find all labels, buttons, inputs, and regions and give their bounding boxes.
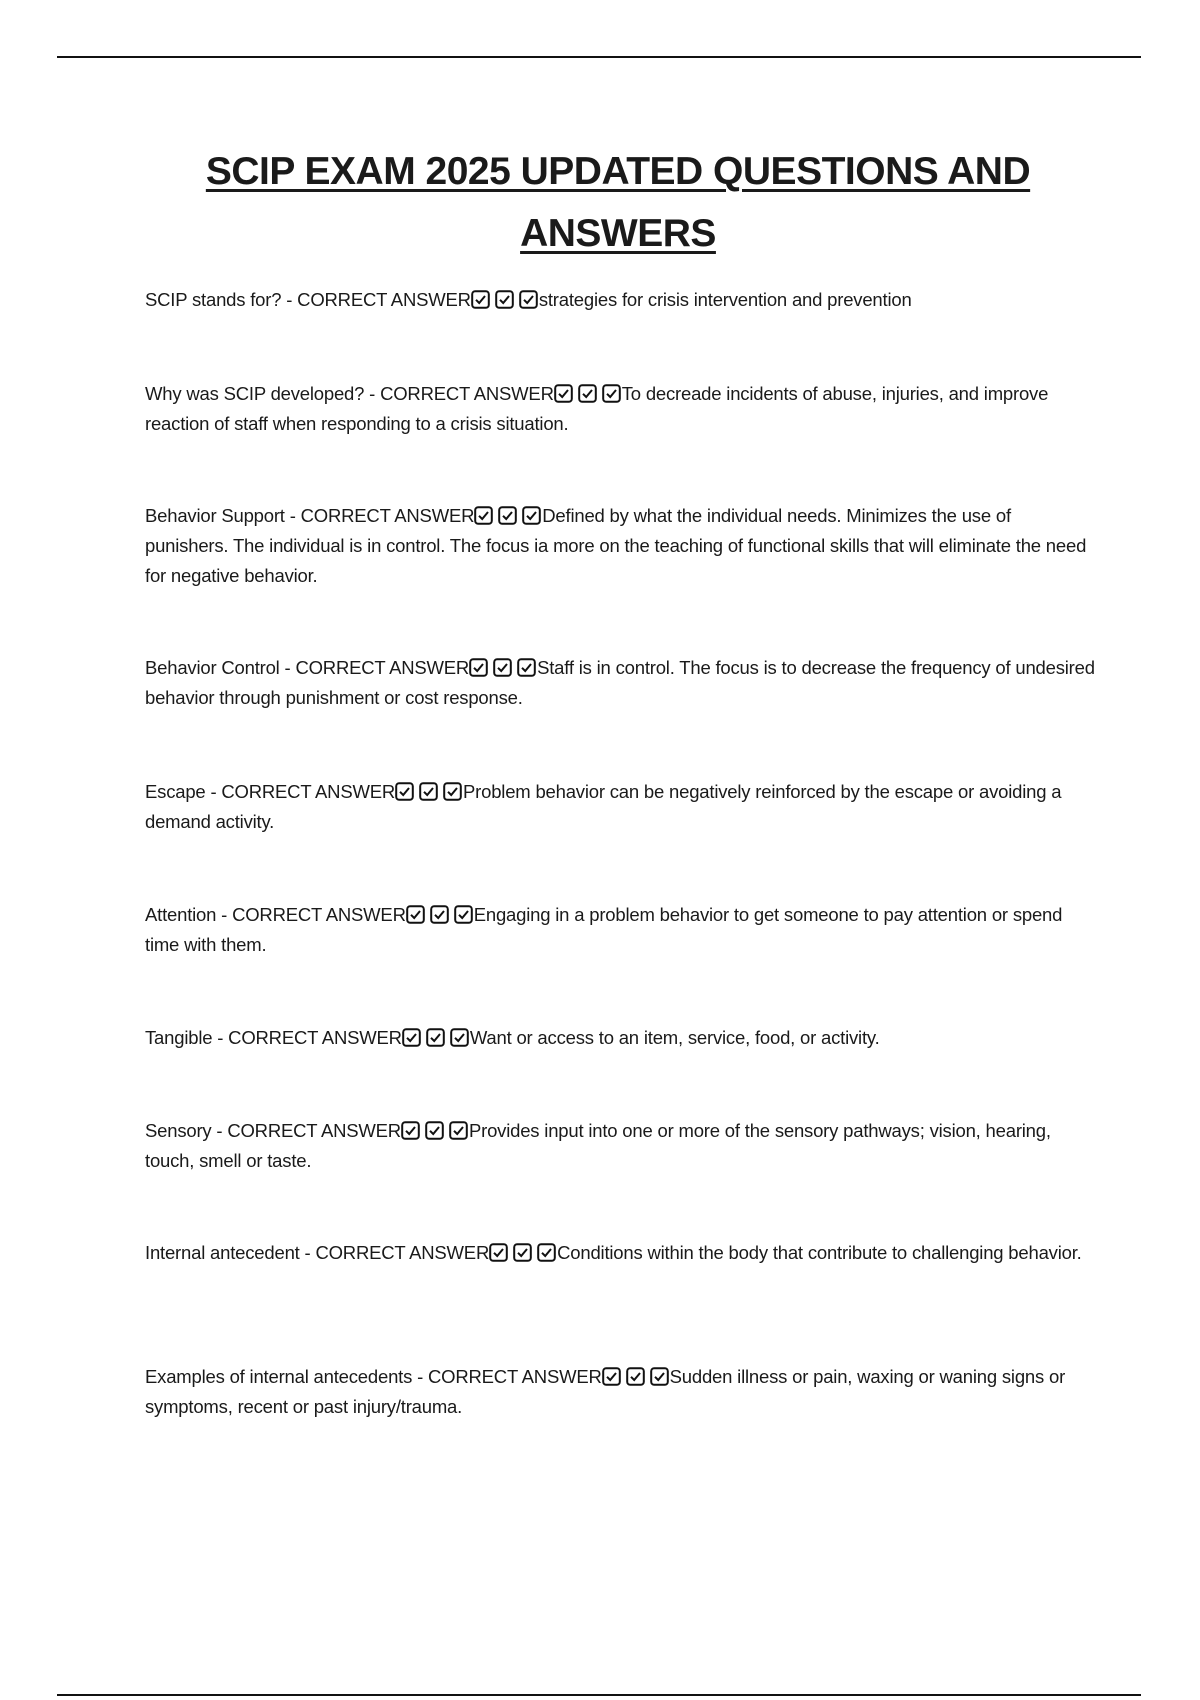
checkbox-icon <box>430 905 449 924</box>
checkbox-icon <box>450 1028 469 1047</box>
answer-text: Problem behavior can be negatively reinforced by the escape or avoiding a demand activity. <box>145 781 1062 832</box>
checkbox-icon <box>474 506 493 525</box>
answer-text: Engaging in a problem behavior to get someone to pay attention or spend time with them. <box>145 904 1063 955</box>
bottom-rule <box>57 1694 1141 1696</box>
checkbox-icon <box>454 905 473 924</box>
qa-entry <box>145 1023 1095 1053</box>
checkbox-icon <box>626 1367 645 1386</box>
page-title-line1: SCIP EXAM 2025 UPDATED QUESTIONS AND <box>205 150 1031 193</box>
answer-text: Defined by what the individual needs. Minimizes the use of punishers. The individual is in control. The focus ia more on the teaching of functional skills that will eliminate the need for negative behavior. <box>145 505 1087 586</box>
checkbox-icon <box>471 290 490 309</box>
checkbox-icon <box>489 1243 508 1262</box>
qa-entry <box>145 1116 1095 1176</box>
checkbox-icon <box>425 1121 444 1140</box>
checkbox-icon <box>522 506 541 525</box>
checkbox-icon <box>554 384 573 403</box>
checkbox-icon <box>406 905 425 924</box>
question-text: Sensory - <box>145 1120 228 1141</box>
checkbox-icon <box>578 384 597 403</box>
answer-text: Staff is in control. The focus is to decrease the frequency of undesired behavior through punishment or cost response. <box>145 657 1095 708</box>
top-rule <box>57 56 1141 58</box>
qa-entry <box>145 1362 1095 1422</box>
question-text: Tangible - <box>145 1027 229 1048</box>
page-title-line2: ANSWERS <box>520 212 716 255</box>
question-text: SCIP stands for? - <box>145 289 298 310</box>
correct-answer-label: CORRECT ANSWER <box>297 289 471 310</box>
correct-answer-label: CORRECT ANSWER <box>300 505 475 526</box>
question-text: Escape - <box>145 781 222 802</box>
checkbox-icon <box>449 1121 468 1140</box>
answer-text: Provides input into one or more of the sensory pathways; vision, hearing, touch, smell or taste. <box>145 1120 1051 1171</box>
qa-entry <box>145 501 1095 591</box>
checkbox-icon <box>495 290 514 309</box>
checkbox-icon <box>419 782 438 801</box>
correct-answer-label: CORRECT ANSWER <box>295 657 470 678</box>
question-text: Behavior Control - <box>145 657 296 678</box>
qa-entry <box>145 653 1095 713</box>
checkbox-icon <box>498 506 517 525</box>
checkbox-icon <box>602 384 621 403</box>
correct-answer-label: CORRECT ANSWER <box>221 781 396 802</box>
answer-text: Want or access to an item, service, food, or activity. <box>469 1027 880 1048</box>
checkbox-icon <box>537 1243 556 1262</box>
qa-entry <box>145 777 1095 837</box>
correct-answer-label: CORRECT ANSWER <box>232 904 406 925</box>
qa-entry <box>145 285 1095 315</box>
question-text: Internal antecedent - <box>145 1242 316 1263</box>
checkbox-icon <box>401 1121 420 1140</box>
question-text: Why was SCIP developed? - <box>145 383 381 404</box>
answer-text: Conditions within the body that contribute to challenging behavior. <box>557 1242 1082 1263</box>
qa-entry <box>145 379 1095 439</box>
checkbox-icon <box>443 782 462 801</box>
answer-text: strategies for crisis intervention and prevention <box>538 289 912 310</box>
checkbox-icon <box>513 1243 532 1262</box>
checkbox-icon <box>426 1028 445 1047</box>
correct-answer-label: CORRECT ANSWER <box>428 1366 602 1387</box>
question-text: Behavior Support - <box>145 505 301 526</box>
checkbox-icon <box>395 782 414 801</box>
correct-answer-label: CORRECT ANSWER <box>315 1242 490 1263</box>
question-text: Examples of internal antecedents - <box>145 1366 428 1387</box>
qa-entry <box>145 1238 1095 1268</box>
answer-text: To decreade incidents of abuse, injuries, and improve reaction of staff when responding to a crisis situation. <box>145 383 1049 434</box>
checkbox-icon <box>650 1367 669 1386</box>
correct-answer-label: CORRECT ANSWER <box>380 383 554 404</box>
checkbox-icon <box>469 658 488 677</box>
checkbox-icon <box>493 658 512 677</box>
question-text: Attention - <box>145 904 233 925</box>
checkbox-icon <box>519 290 538 309</box>
qa-entry <box>145 900 1095 960</box>
checkbox-icon <box>517 658 536 677</box>
correct-answer-label: CORRECT ANSWER <box>228 1027 402 1048</box>
checkbox-icon <box>602 1367 621 1386</box>
checkbox-icon <box>402 1028 421 1047</box>
answer-text: Sudden illness or pain, waxing or waning signs or symptoms, recent or past injury/trauma. <box>145 1366 1066 1417</box>
correct-answer-label: CORRECT ANSWER <box>227 1120 401 1141</box>
